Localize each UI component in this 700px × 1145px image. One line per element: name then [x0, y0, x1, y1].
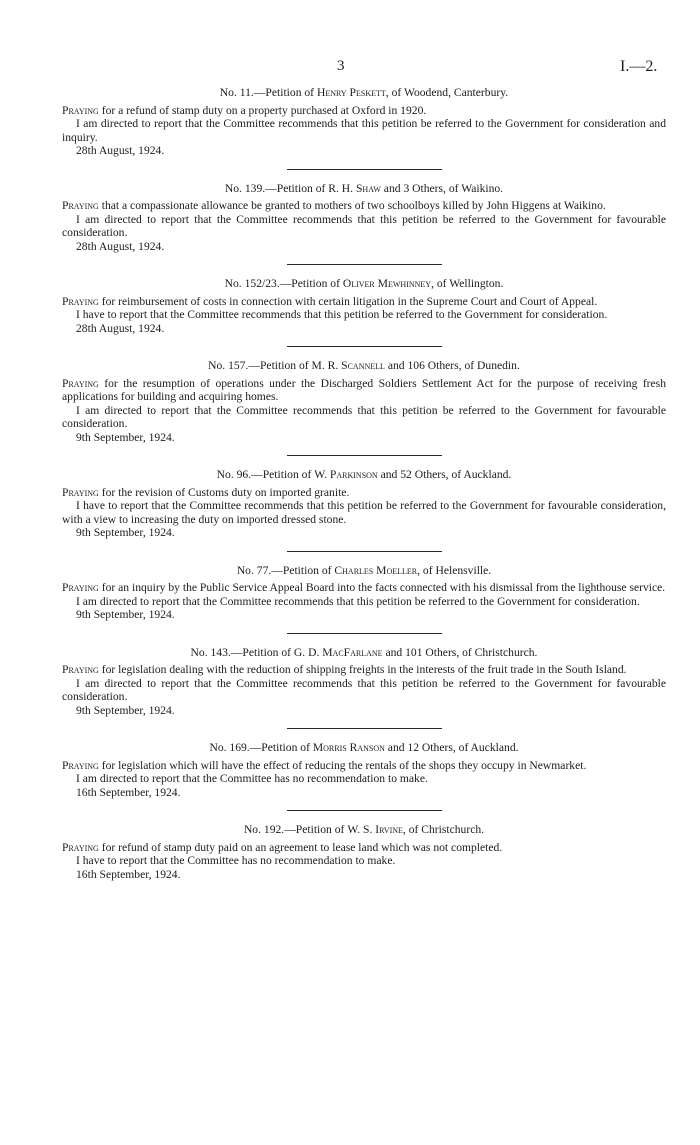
section-divider: [287, 455, 442, 456]
petitioner-name: R. H. Shaw: [328, 181, 381, 195]
section-divider: [287, 264, 442, 265]
petition-prayer: Praying for reimbursement of costs in connection with certain litigation in the Supreme Court and Court of Appeal.: [62, 294, 598, 308]
petition-title: No. 11.—Petition of Henry Peskett, of Woodend, Canterbury.: [219, 86, 509, 99]
report-date: 28th August, 1924.: [76, 321, 165, 335]
petition-prayer: Praying for the resumption of operations under the Discharged Soldiers Settlement Act for the purpose of receiving fresh applications for building and acquiring homes.: [62, 376, 666, 403]
page-number: 3: [337, 58, 345, 74]
report-date: 16th September, 1924.: [76, 867, 181, 881]
committee-report: I am directed to report that the Committee has no recommendation to make.: [76, 772, 428, 785]
petitioner-name: Henry Peskett: [316, 86, 386, 99]
petition-title: No. 77.—Petition of Charles Moeller, of Helensville.: [236, 563, 492, 577]
report-date: 9th September, 1924.: [76, 430, 175, 444]
section-divider: [287, 551, 442, 552]
report-date: 9th September, 1924.: [76, 608, 175, 621]
section-divider: [287, 169, 442, 170]
petitioner-name: G. D. MacFarlane: [293, 645, 383, 659]
petitioner-name: Oliver Mewhinney: [342, 277, 432, 290]
committee-report: I am directed to report that the Committee recommends that this petition be referred to the Government for favourable consideration.: [62, 403, 666, 430]
petition-title: No. 192.—Petition of W. S. Irvine, of Christchurch.: [243, 823, 485, 836]
section-divider: [287, 346, 442, 347]
committee-report: I am directed to report that the Committee recommends that this petition be referred to the Government for consideration and inquiry.: [62, 117, 666, 144]
petition-entry: [62, 468, 666, 540]
petition-prayer: Praying for the revision of Customs duty on imported granite.: [62, 485, 350, 499]
petition-prayer: Praying for refund of stamp duty paid on an agreement to lease land which was not completed.: [62, 840, 503, 854]
report-date: 9th September, 1924.: [76, 703, 175, 717]
committee-report: I have to report that the Committee recommends that this petition be referred to the Government for favourable consideration, with a view to increasing the duty on imported dressed stone.: [62, 499, 666, 526]
petitioner-name: Charles Moeller: [334, 563, 418, 577]
petitioner-name: W. S. Irvine: [347, 823, 403, 836]
section-divider: [287, 810, 442, 811]
petition-entry: [62, 182, 666, 254]
committee-report: I have to report that the Committee recommends that this petition be referred to the Government for consideration.: [76, 308, 608, 321]
petition-prayer: Praying for legislation which will have the effect of reducing the rentals of the shops they occupy in Newmarket.: [62, 758, 587, 772]
committee-report: I am directed to report that the Committee recommends that this petition be referred to the Government for consideration.: [76, 594, 640, 608]
petition-list: [62, 86, 666, 881]
document-reference: I.—2.: [620, 58, 658, 75]
report-date: 28th August, 1924.: [76, 144, 165, 157]
section-divider: [287, 728, 442, 729]
petitioner-name: M. R. Scannell: [311, 359, 385, 372]
petitioner-name: Morris Ranson: [312, 741, 385, 754]
petition-title: No. 157.—Petition of M. R. Scannell and 106 Others, of Dunedin.: [208, 359, 520, 372]
petition-entry: [62, 277, 666, 335]
section-divider: [287, 633, 442, 634]
committee-report: I am directed to report that the Committee recommends that this petition be referred to the Government for favourable consideration.: [62, 676, 666, 703]
petition-prayer: Praying for an inquiry by the Public Service Appeal Board into the facts connected with his dismissal from the lighthouse service.: [62, 581, 666, 594]
report-date: 9th September, 1924.: [76, 526, 175, 539]
petition-prayer: Praying that a compassionate allowance be granted to mothers of two schoolboys killed by John Higgens at Waikino.: [62, 199, 606, 212]
committee-report: I am directed to report that the Committee recommends that this petition be referred to the Government for favourable consideration.: [62, 212, 666, 239]
petition-entry: [62, 823, 666, 881]
committee-report: I have to report that the Committee has no recommendation to make.: [76, 854, 396, 867]
report-date: 28th August, 1924.: [76, 239, 165, 253]
petition-title: No. 96.—Petition of W. Parkinson and 52 Others, of Auckland.: [216, 468, 512, 481]
petition-entry: [62, 646, 666, 718]
petitioner-name: W. Parkinson: [314, 468, 378, 481]
petition-prayer: Praying for a refund of stamp duty on a property purchased at Oxford in 1920.: [62, 103, 427, 117]
petition-entry: [62, 564, 666, 622]
petition-entry: [62, 741, 666, 799]
petition-title: No. 139.—Petition of R. H. Shaw and 3 Others, of Waikino.: [224, 181, 504, 195]
petition-entry: [62, 359, 666, 444]
petition-entry: [62, 86, 666, 158]
petition-prayer: Praying for legislation dealing with the reduction of shipping freights in the interests of the fruit trade in the South Island.: [62, 663, 627, 676]
petition-title: No. 169.—Petition of Morris Ranson and 12 Others, of Auckland.: [209, 741, 519, 754]
petition-title: No. 143.—Petition of G. D. MacFarlane and 101 Others, of Christchurch.: [190, 645, 538, 659]
report-date: 16th September, 1924.: [76, 785, 181, 799]
petition-title: No. 152/23.—Petition of Oliver Mewhinney, of Wellington.: [224, 277, 504, 290]
